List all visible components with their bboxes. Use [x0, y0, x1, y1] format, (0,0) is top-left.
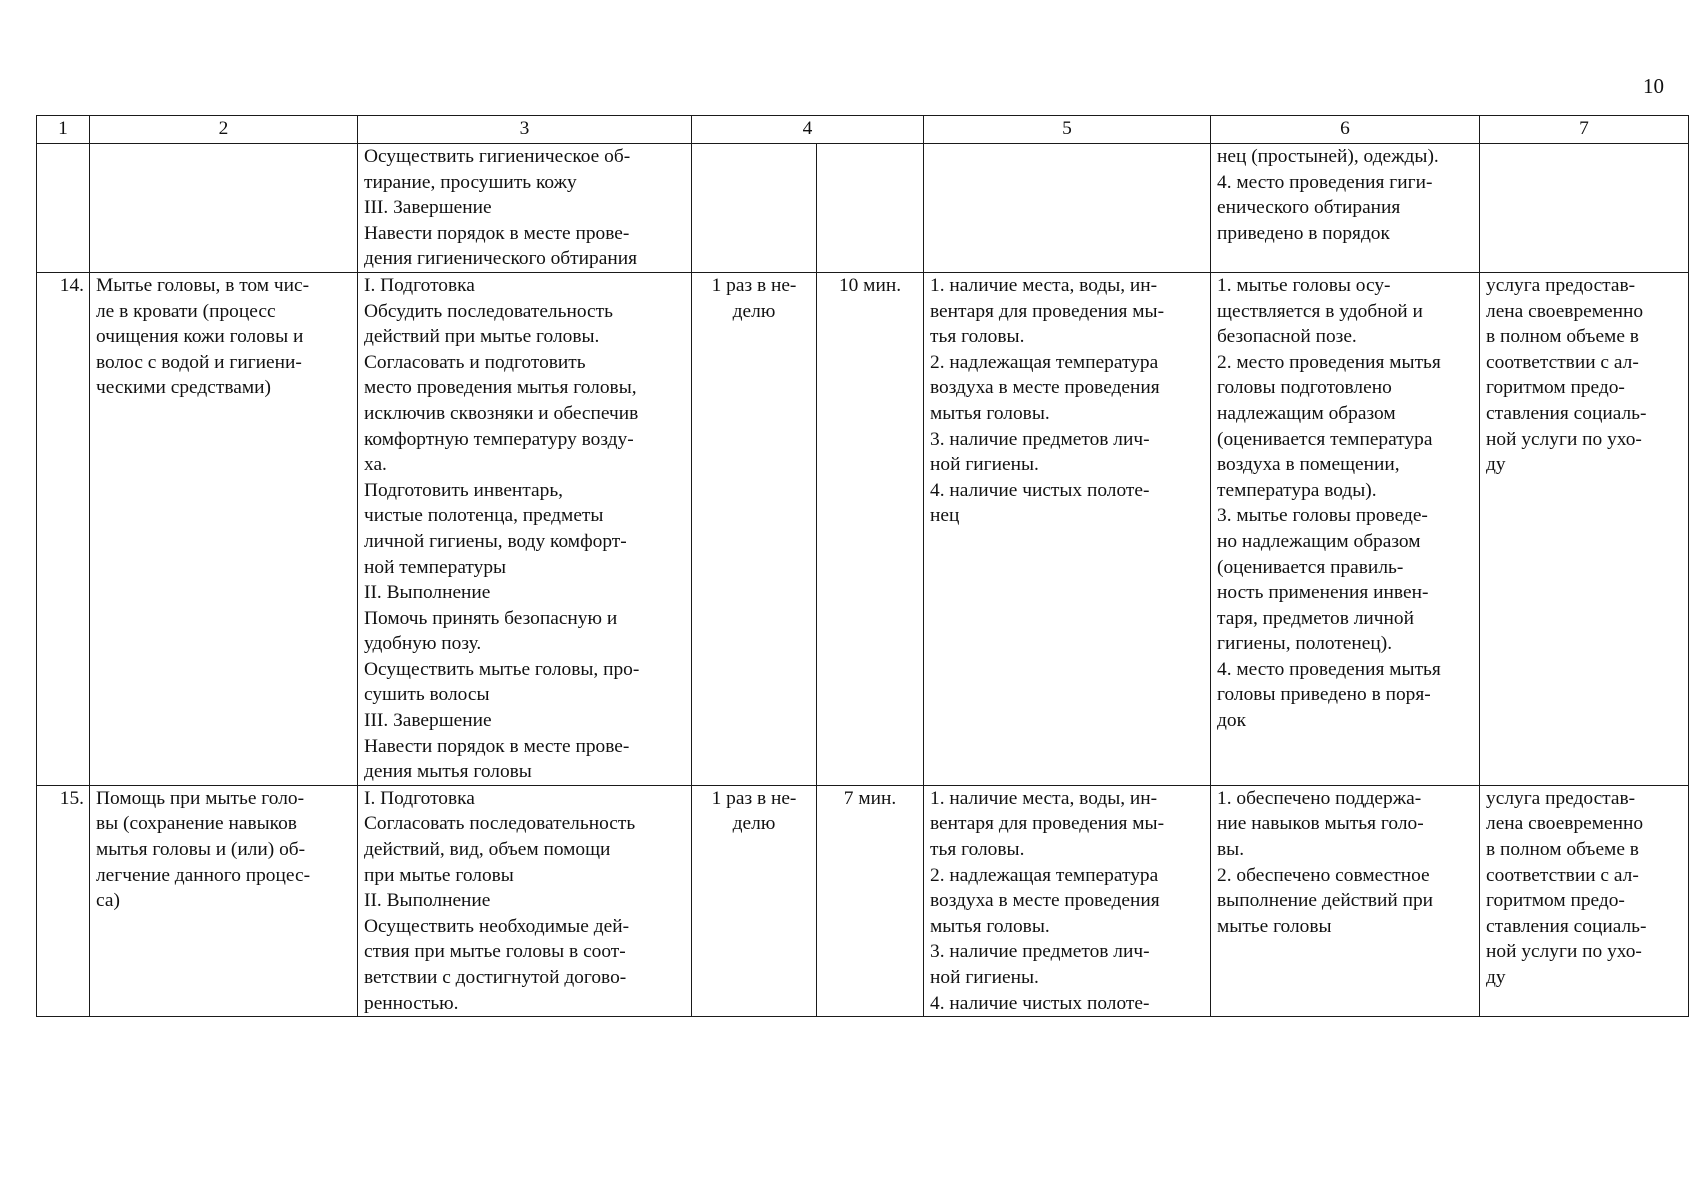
cell-text-line: гигиены, полотенец).	[1217, 633, 1393, 655]
cell-text-line: ставления социаль-	[1486, 402, 1647, 424]
cell-text-line: 2. надлежащая температура	[930, 864, 1159, 886]
cell-text-line: делю	[732, 813, 776, 835]
service-name-cell	[90, 272, 358, 785]
indicators-cell	[1211, 144, 1480, 273]
cell-text-line: дения гигиенического обтирания	[364, 248, 637, 270]
header-col-4: 4	[692, 116, 924, 144]
conditions-cell	[924, 144, 1211, 273]
cell-text-line: воздуха в месте проведения	[930, 377, 1160, 399]
cell-text-line: соответствии с ал-	[1486, 351, 1639, 373]
cell-text-line: 4. наличие чистых полоте-	[930, 992, 1150, 1014]
header-col-1: 1	[37, 116, 90, 144]
cell-text-line: са)	[96, 890, 120, 912]
cell-text-line: 2. надлежащая температура	[930, 351, 1159, 373]
cell-text-line: услуга предостав-	[1486, 274, 1636, 296]
cell-text-line: чистые полотенца, предметы	[364, 505, 604, 527]
duration-cell	[817, 785, 924, 1016]
cell-text-line: (оценивается правиль-	[1217, 556, 1404, 578]
duration-cell	[817, 144, 924, 273]
cell-text-line: ность применения инвен-	[1217, 582, 1429, 604]
cell-text-line: тья головы.	[930, 326, 1025, 348]
cell-text-line: Осуществить необходимые дей-	[364, 915, 630, 937]
cell-text-line: ле в кровати (процесс	[96, 300, 276, 322]
cell-text-line: Осуществить мытье головы, про-	[364, 658, 640, 680]
cell-text-line: ческими средствами)	[96, 377, 271, 399]
cell-text-line: III. Завершение	[364, 710, 492, 732]
cell-text-line: тирание, просушить кожу	[364, 171, 577, 193]
table-row	[37, 785, 1689, 1016]
cell-text-line: 4. место проведения гиги-	[1217, 171, 1433, 193]
cell-text-line: лена своевременно	[1486, 300, 1644, 322]
cell-text-line: 3. мытье головы проведе-	[1217, 505, 1428, 527]
cell-text-line: вы (сохранение навыков	[96, 813, 297, 835]
cell-text-line: Мытье головы, в том чис-	[96, 274, 310, 296]
cell-text-line: I. Подготовка	[364, 787, 475, 809]
cell-text-line: мытья головы и (или) об-	[96, 839, 306, 861]
cell-text-line: 1 раз в не-	[711, 787, 797, 809]
frequency-cell	[692, 144, 817, 273]
cell-text-line: 7 мин.	[843, 787, 897, 809]
cell-text-line: легчение данного процес-	[96, 864, 311, 886]
cell-text-line: ной услуги по ухо-	[1486, 941, 1642, 963]
cell-text-line: воздуха в месте проведения	[930, 890, 1160, 912]
cell-text-line: 3. наличие предметов лич-	[930, 428, 1150, 450]
duration-cell	[817, 272, 924, 785]
cell-text-line: горитмом предо-	[1486, 377, 1625, 399]
cell-text-line: енического обтирания	[1217, 197, 1401, 219]
header-col-3: 3	[358, 116, 692, 144]
cell-text-line: горитмом предо-	[1486, 890, 1625, 912]
cell-text-line: головы подготовлено	[1217, 377, 1392, 399]
cell-text-line: услуга предостав-	[1486, 787, 1636, 809]
evaluation-cell	[1480, 272, 1689, 785]
evaluation-cell	[1480, 144, 1689, 273]
table-body	[37, 144, 1689, 1017]
header-col-5: 5	[924, 116, 1211, 144]
cell-text-line: надлежащим образом	[1217, 402, 1396, 424]
cell-text-line: таря, предметов личной	[1217, 607, 1414, 629]
cell-text-line: 3. наличие предметов лич-	[930, 941, 1150, 963]
page-number: 10	[1643, 74, 1664, 98]
cell-text-line: ной гигиены.	[930, 454, 1039, 476]
cell-text-line: Подготовить инвентарь,	[364, 479, 564, 501]
cell-text-line: в полном объеме в	[1486, 839, 1639, 861]
cell-text-line: мытья головы.	[930, 915, 1050, 937]
cell-text-line: комфортную температуру возду-	[364, 428, 634, 450]
cell-text-line: 4. место проведения мытья	[1217, 658, 1441, 680]
cell-text-line: 10 мин.	[838, 274, 902, 296]
cell-text-line: ной гигиены.	[930, 967, 1039, 988]
cell-text-line: Обсудить последовательность	[364, 300, 613, 322]
cell-text-line: безопасной позе.	[1217, 326, 1357, 348]
cell-text-line: III. Завершение	[364, 197, 492, 219]
cell-text-line: нец (простыней), одежды).	[1217, 146, 1439, 167]
conditions-cell	[924, 785, 1211, 1016]
cell-text-line: 1. обеспечено поддержа-	[1217, 787, 1422, 809]
cell-text-line: вентаря для проведения мы-	[930, 813, 1165, 835]
cell-text-line: ветствии с достигнутой догово-	[364, 967, 627, 988]
cell-text-line: 2. обеспечено совместное	[1217, 864, 1430, 886]
cell-text-line: волос с водой и гигиени-	[96, 351, 302, 373]
cell-text-line: нец	[930, 505, 960, 527]
cell-text-line: сушить волосы	[364, 684, 490, 706]
cell-text-line: 1. мытье головы осу-	[1217, 274, 1391, 296]
header-row	[37, 116, 1689, 144]
cell-text-line: II. Выполнение	[364, 582, 491, 604]
cell-text-line: очищения кожи головы и	[96, 326, 304, 348]
cell-text-line: мытья головы.	[930, 402, 1050, 424]
cell-text-line: головы приведено в поря-	[1217, 684, 1431, 706]
cell-text-line: место проведения мытья головы,	[364, 377, 637, 399]
cell-text-line: действий, вид, объем помощи	[364, 839, 611, 861]
cell-text-line: Согласовать последовательность	[364, 813, 636, 835]
cell-text-line: действий при мытье головы.	[364, 326, 600, 348]
cell-text-line: Осуществить гигиеническое об-	[364, 146, 631, 167]
cell-text-line: 1 раз в не-	[711, 274, 797, 296]
cell-text-line: личной гигиены, воду комфорт-	[364, 530, 627, 552]
cell-text-line: (оценивается температура	[1217, 428, 1433, 450]
cell-text-line: ной температуры	[364, 556, 507, 578]
service-actions-cell	[358, 144, 692, 273]
cell-text-line: ние навыков мытья голо-	[1217, 813, 1424, 835]
cell-text-line: тья головы.	[930, 839, 1025, 861]
cell-text-line: делю	[732, 300, 776, 322]
cell-text-line: лена своевременно	[1486, 813, 1644, 835]
row-number-cell: 15.	[37, 785, 90, 1016]
cell-text-line: ха.	[364, 454, 387, 476]
cell-text-line: но надлежащим образом	[1217, 530, 1421, 552]
cell-text-line: ренностью.	[364, 992, 459, 1014]
services-table	[36, 115, 1689, 1017]
cell-text-line: приведено в порядок	[1217, 222, 1390, 244]
cell-text-line: ду	[1486, 967, 1506, 988]
cell-text-line: температура воды).	[1217, 479, 1377, 501]
cell-text-line: Согласовать и подготовить	[364, 351, 586, 373]
cell-text-line: II. Выполнение	[364, 890, 491, 912]
header-col-2: 2	[90, 116, 358, 144]
cell-text-line: при мытье головы	[364, 864, 514, 886]
cell-text-line: воздуха в помещении,	[1217, 454, 1400, 476]
cell-text-line: вентаря для проведения мы-	[930, 300, 1165, 322]
cell-text-line: ствия при мытье головы в соот-	[364, 941, 626, 963]
header-col-7: 7	[1480, 116, 1689, 144]
cell-text-line: исключив сквозняки и обеспечив	[364, 402, 639, 424]
cell-text-line: ставления социаль-	[1486, 915, 1647, 937]
cell-text-line: ной услуги по ухо-	[1486, 428, 1642, 450]
cell-text-line: 4. наличие чистых полоте-	[930, 479, 1150, 501]
table-row	[37, 272, 1689, 785]
cell-text-line: в полном объеме в	[1486, 326, 1639, 348]
evaluation-cell	[1480, 785, 1689, 1016]
frequency-cell	[692, 272, 817, 785]
cell-text-line: 1. наличие места, воды, ин-	[930, 274, 1158, 296]
cell-text-line: Помочь принять безопасную и	[364, 607, 618, 629]
cell-text-line: I. Подготовка	[364, 274, 475, 296]
cell-text-line: Помощь при мытье голо-	[96, 787, 305, 809]
cell-text-line: вы.	[1217, 839, 1245, 861]
cell-text-line: док	[1217, 710, 1246, 732]
cell-text-line: ду	[1486, 454, 1506, 476]
cell-text-line: мытье головы	[1217, 915, 1332, 937]
conditions-cell	[924, 272, 1211, 785]
cell-text-line: 1. наличие места, воды, ин-	[930, 787, 1158, 809]
cell-text-line: ществляется в удобной и	[1217, 300, 1423, 322]
row-number-cell: 14.	[37, 272, 90, 785]
service-actions-cell	[358, 272, 692, 785]
cell-text-line: дения мытья головы	[364, 761, 532, 783]
service-name-cell	[90, 785, 358, 1016]
cell-text-line: Навести порядок в месте прове-	[364, 735, 630, 757]
cell-text-line: выполнение действий при	[1217, 890, 1434, 912]
cell-text-line: соответствии с ал-	[1486, 864, 1639, 886]
frequency-cell	[692, 785, 817, 1016]
indicators-cell	[1211, 785, 1480, 1016]
indicators-cell	[1211, 272, 1480, 785]
service-actions-cell	[358, 785, 692, 1016]
service-name-cell	[90, 144, 358, 273]
table-row	[37, 144, 1689, 273]
row-number-cell	[37, 144, 90, 273]
cell-text-line: 2. место проведения мытья	[1217, 351, 1441, 373]
cell-text-line: удобную позу.	[364, 633, 482, 655]
header-col-6: 6	[1211, 116, 1480, 144]
cell-text-line: Навести порядок в месте прове-	[364, 222, 630, 244]
